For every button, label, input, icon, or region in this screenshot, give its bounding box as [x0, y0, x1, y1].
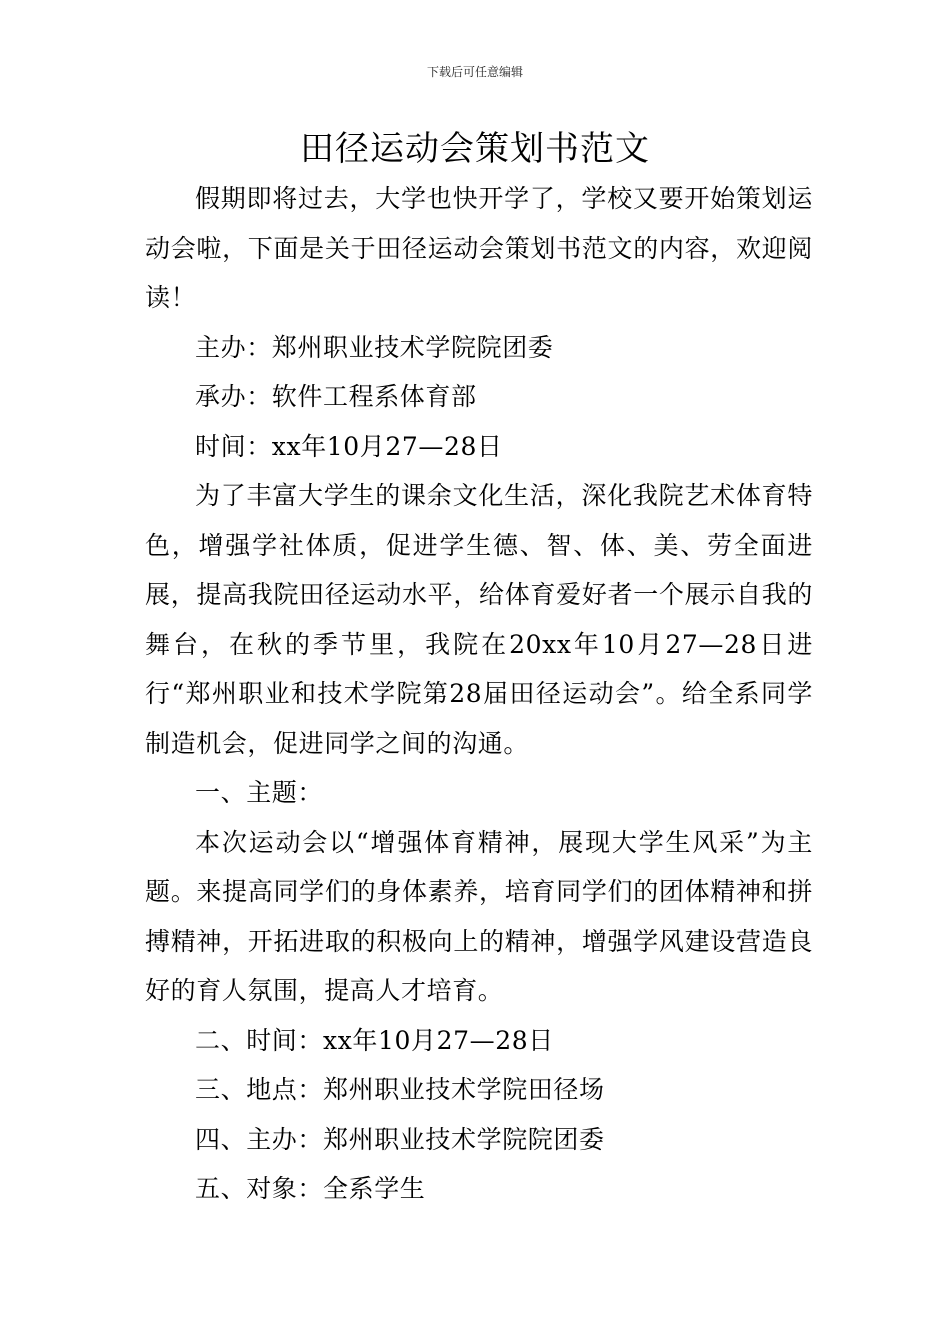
page-header-note: 下载后可任意编辑 [426, 65, 523, 79]
theme-paragraph: 本次运动会以“增强体育精神，展现大学生风采”为主题。来提高同学们的身体素养，培育同学们的团体精神和拼搏精神，开拓进取的积极向上的精神，增强学风建设营造良好的育人氛围，提高人才培育。 [145, 827, 813, 1005]
co-organizer-line: 承办：软件工程系体育部 [195, 382, 477, 411]
date-line: 时间：xx年10月27—28日 [195, 431, 503, 461]
section-host-line: 四、主办：郑州职业技术学院院团委 [195, 1124, 605, 1154]
document-title: 田径运动会策划书范文 [300, 129, 650, 169]
section-audience-line: 五、对象：全系学生 [195, 1174, 426, 1203]
section-theme-heading: 一、主题： [195, 778, 324, 807]
document-body [145, 174, 813, 1214]
intro-paragraph: 假期即将过去，大学也快开学了，学校又要开始策划运动会啦，下面是关于田径运动会策划书范文的内容，欢迎阅读！ [145, 184, 813, 312]
organizer-line: 主办：郑州职业技术学院院团委 [195, 332, 554, 362]
purpose-paragraph: 为了丰富大学生的课余文化生活，深化我院艺术体育特色，增强学社体质，促进学生德、智、体、美、劳全面进展，提高我院田径运动水平，给体育爱好者一个展示自我的舞台，在秋的季节里，我院在20xx年10月27—28日进行“郑州职业和技术学院第28届田径运动会”。给全系同学制造机会，促进同学之间的沟通。 [145, 481, 813, 758]
section-time-line: 二、时间：xx年10月27—28日 [195, 1025, 554, 1055]
section-location-line: 三、地点：郑州职业技术学院田径场 [195, 1075, 605, 1104]
